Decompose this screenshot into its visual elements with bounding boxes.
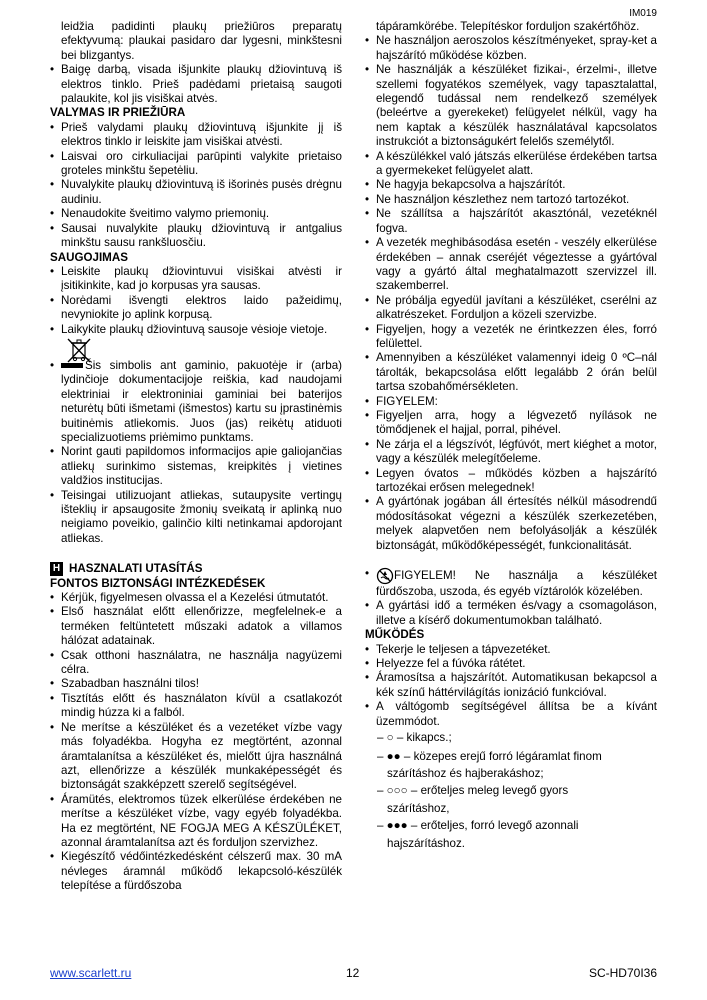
list-item: • Első használat előtt ellenőrizze, megfelelnek-e a terméken feltüntetett műszaki adatok a villamos hálózat adatainak. <box>50 605 342 648</box>
mode-line: – ○○○ – erőteljes meleg levegő gyors <box>377 784 569 798</box>
list-item: • Kiegészítő védőintézkedésként célszerű max. 30 mA névleges áramnál működő lekapcsoló-készülék telepítése a fürdőszoba <box>50 850 342 893</box>
mode-line-cont: szárításhoz és hajberakáshoz; <box>387 766 544 780</box>
document-code: IM019 <box>629 8 657 19</box>
list-item: • Ne használjon aeroszolos készítményeket, spray-ket a hajszárító működése közben. <box>365 34 657 63</box>
list-item: • Áramütés, elektromos tüzek elkerülése érdekében ne merítse a készüléket vízbe, vagy egyéb folyadékba. Ha ez megtörtént, NE FOGJA MEG A KÉSZÜLÉKET, azonnal áramtalanítsa azt és forduljon szervizhez. <box>50 793 342 851</box>
heading-cleaning: VALYMAS IR PRIEŽIŪRA <box>50 106 186 120</box>
list-item: • Prieš valydami plaukų džiovintuvą išjunkite jį iš elektros tinklo ir leiskite jam visiškai atvėsti. <box>50 121 342 150</box>
weee-notice: • Šis simbolis ant gaminio, pakuotėje ir (arba) lydinčioje dokumentacijoje reiškia, kad naudojami elektriniai ir elektroniniai gaminiai bei baterijos neturėtų būti išmetami (išmestos) kartu su įprastinėmis buitinėmis atliekomis. Juos (jas) reikėtų atiduoti specializuotiems priėmimo punktams. <box>50 359 342 445</box>
list-item: • Csak otthoni használatra, ne használja nagyüzemi célra. <box>50 649 342 678</box>
list-item: • Baigę darbą, visada išjunkite plaukų džiovintuvą iš elektros tinklo. Prieš padėdami prietaisą saugoti palaukite, kol jis visiškai atvės. <box>50 63 342 106</box>
list-item: • A készülékkel való játszás elkerülése érdekében tartsa a gyermekeket felügyelet alatt. <box>365 150 657 179</box>
list-item: • Nuvalykite plaukų džiovintuvą iš išorinės pusės drėgnu audiniu. <box>50 178 342 207</box>
heading-safety: FONTOS BIZTONSÁGI INTÉZKEDÉSEK <box>50 576 266 590</box>
mode-line-cont: szárításhoz, <box>387 801 450 815</box>
list-item: • Szabadban használni tilos! <box>50 677 342 691</box>
paragraph: leidžia padidinti plaukų priežiūros preparatų efektyvumą: plaukai pasidaro dar lygesni, minkštesni bei blizgantys. <box>61 20 342 62</box>
black-bar-icon <box>61 363 83 368</box>
list-item: • Sausai nuvalykite plaukų džiovintuvą ir antgalius minkštu sausu rankšluosčiu. <box>50 222 342 251</box>
page-number: 12 <box>346 966 360 980</box>
paragraph: tápáramkörébe. Telepítéskor forduljon szakértőhöz. <box>376 20 640 33</box>
list-item: • Norėdami išvengti elektros laido pažeidimų, nevyniokite jo aplink korpusą. <box>50 294 342 323</box>
list-item: • Nenaudokite šveitimo valymo priemonių. <box>50 207 342 221</box>
list-item: • Leiskite plaukų džiovintuvui visiškai atvėsti ir įsitikinkite, kad jo korpusas yra sausas. <box>50 265 342 294</box>
left-column <box>50 20 342 894</box>
list-item: • Ne hagyja bekapcsolva a hajszárítót. <box>365 178 657 192</box>
list-item: • Ne merítse a készüléket és a vezetéket vízbe vagy más folyadékba. Hogyha ez megtörtént, azonnal áramtalanítsa a készüléket és, mielőtt újra használná azt, ellenőrizze a készülék munkaképességét és biztonságát szakképzett szerelő segítségével. <box>50 721 342 793</box>
list-item: • Ne használják a készüléket fizikai-, érzelmi-, illetve szellemi fogyatékos személyek, vagy tapasztalattal, elegendő tudással nem rendelkező személyek (beleértve a gyerekeket) felügyelet nélkül, vagy ha nem kaptak a készülék használatával kapcsolatos instrukciót a biztonságukért felelős személytől. <box>365 63 657 149</box>
list-item: • A vezeték meghibásodása esetén - veszély elkerülése érdekében – annak cseréjét végeztesse a gyártóval vagy a gyártó által meghatalmazott szervizzel ill. szakemberrel. <box>365 236 657 294</box>
manual-heading: H HASZNALATI UTASÍTÁS <box>50 562 342 576</box>
list-item: • Legyen óvatos – működés közben a hajszárító tartozékai erősen melegednek! <box>365 467 657 496</box>
list-item: • Figyeljen, hogy a vezeték ne érintkezzen éles, forró felülettel. <box>365 323 657 352</box>
list-item: • A váltógomb segítségével állítsa be a kívánt üzemmódot. <box>365 700 657 729</box>
heading-storage: SAUGOJIMAS <box>50 250 128 264</box>
list-item: • Laikykite plaukų džiovintuvą sausoje vėsioje vietoje. <box>50 323 342 337</box>
list-item: • Ne szállítsa a hajszárítót akasztónál, vezetéknél fogva. <box>365 207 657 236</box>
list-item: • Tekerje le teljesen a tápvezetéket. <box>365 643 657 657</box>
list-item: • Norint gauti papildomos informacijos apie galiojančias atliekų surinkimo sistemas, kreipkitės į vietines valdžios institucijas. <box>50 445 342 488</box>
list-item: • Ne zárja el a légszívót, légfúvót, mert kiéghet a motor, vagy a készülék melegítőeleme. <box>365 438 657 467</box>
heading-operation: MŰKÖDÉS <box>365 628 425 642</box>
list-item: • Kérjük, figyelmesen olvassa el a Kezelési útmutatót. <box>50 591 342 605</box>
list-item: • Ne próbálja egyedül javítani a készüléket, cserélni az alkatrészeket. Forduljon a közeli szervizbe. <box>365 294 657 323</box>
language-badge: H <box>50 562 63 576</box>
list-item: • Ne használjon készlethez nem tartozó tartozékot. <box>365 193 657 207</box>
website-link[interactable]: www.scarlett.ru <box>50 966 132 980</box>
warning-item: • FIGYELEM! Ne használja a készüléket fürdőszoba, uszoda, és egyéb víztárolók közelében. <box>365 567 657 599</box>
model-number: SC-HD70I36 <box>588 966 657 980</box>
list-item: • Tisztítás előtt és használaton kívül a csatlakozót mindig húzza ki a falból. <box>50 692 342 721</box>
list-item: • Laisvai oro cirkuliacijai parūpinti valykite prietaiso groteles minkštu šepetėliu. <box>50 150 342 179</box>
mode-line: – ○ – kikapcs.; <box>377 731 452 745</box>
mode-line: – ●●● – erőteljes, forró levegő azonnali <box>377 819 579 833</box>
list-item: • Amennyiben a készüléket valamennyi ideig 0 ºC–nál tárolták, bekapcsolása előtt legalább 2 órán belül tartsa szobahőmérsékleten. <box>365 351 657 394</box>
list-item: • Figyeljen arra, hogy a légvezető nyílások ne tömődjenek el hajjal, porral, pihével. <box>365 409 657 438</box>
right-column <box>365 20 657 851</box>
mode-line: – ●● – közepes erejű forró légáramlat finom <box>377 749 602 763</box>
mode-line-cont: hajszárításhoz. <box>387 836 465 850</box>
list-item: • A gyártónak jogában áll értesítés nélkül másodrendű módosításokat végezni a készülék szerkezetében, melyek alapvetően nem befolyásolják a készülék biztonságát, működőképességét, funkcionalitását. <box>365 495 657 553</box>
no-water-icon <box>376 567 394 585</box>
list-item: • Teisingai utilizuojant atliekas, sutaupysite vertingų išteklių ir apsaugosite žmonių sveikatą ir aplinką nuo neigiamo poveikio, galinčio kilti netinkamai apdorojant atliekas. <box>50 489 342 547</box>
list-item: • Helyezze fel a fúvóka rátétet. <box>365 657 657 671</box>
list-item: • Áramosítsa a hajszárítót. Automatikusan bekapcsol a kék színű háttérvilágítás ionizáció funkcióval. <box>365 671 657 700</box>
list-item: • A gyártási idő a terméken és/vagy a csomagoláson, illetve a kísérő dokumentumokban található. <box>365 599 657 628</box>
list-item: • FIGYELEM: <box>365 395 657 409</box>
